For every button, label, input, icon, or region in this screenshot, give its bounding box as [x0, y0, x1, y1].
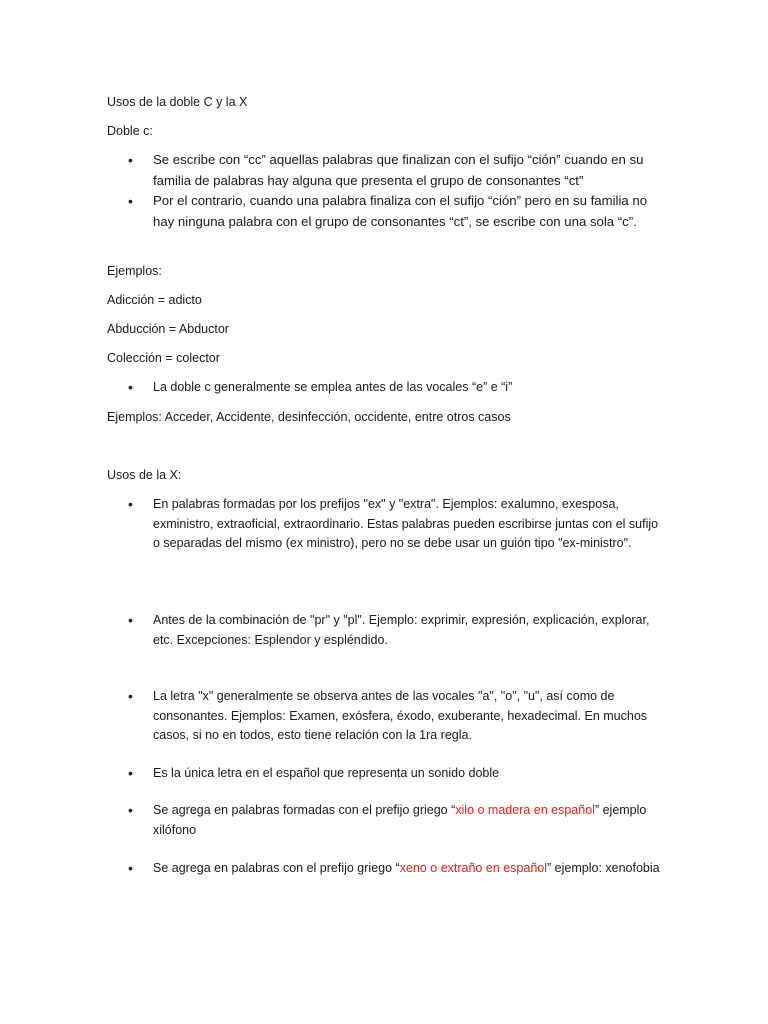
example-line: Adicción = adicto [107, 293, 202, 307]
list-item: • Se agrega en palabras con el prefijo griego “xeno o extraño en español” ejemplo: xenofobia [107, 859, 667, 879]
x-rule-list [107, 801, 667, 840]
example-line: Abducción = Abductor [107, 322, 229, 336]
x-rule-list [107, 611, 667, 650]
highlight-text: xilo o madera en español [455, 803, 595, 817]
list-item: • La doble c generalmente se emplea antes de las vocales “e” e “i” [107, 378, 667, 398]
document-title: Usos de la doble C y la X [107, 95, 248, 109]
list-item: • Se escribe con “cc” aquellas palabras que finalizan con el sufijo “ción” cuando en su familia de palabras hay alguna que presenta el grupo de consonantes “ct” [107, 150, 667, 191]
doble-c-vowels-list [107, 378, 667, 398]
doble-c-heading: Doble c: [107, 124, 153, 138]
x-heading: Usos de la X: [107, 468, 182, 482]
list-item: • Es la única letra en el español que representa un sonido doble [107, 764, 667, 784]
examples-heading: Ejemplos: [107, 264, 162, 278]
x-rule-list [107, 687, 667, 746]
example-line: Colección = colector [107, 351, 220, 365]
list-item: • Antes de la combinación de "pr" y "pl". Ejemplo: exprimir, expresión, explicación, explorar, etc. Excepciones: Esplendor y espléndido. [107, 611, 667, 650]
x-rule-list [107, 764, 667, 784]
list-item: • Por el contrario, cuando una palabra finaliza con el sufijo “ción” pero en su familia no hay ninguna palabra con el grupo de consonantes “ct”, se escribe con una sola “c”. [107, 191, 667, 232]
highlight-text: xeno o extraño en español [399, 861, 548, 875]
list-item: • La letra "x" generalmente se observa antes de las vocales "a", "o", "u", así como de consonantes. Ejemplos: Examen, exósfera, éxodo, exuberante, hexadecimal. En muchos casos, si no en todos, esto tiene relación con la 1ra regla. [107, 687, 667, 746]
doble-c-rules-list [107, 150, 667, 232]
examples-line: Ejemplos: Acceder, Accidente, desinfección, occidente, entre otros casos [107, 410, 511, 424]
x-rule-list [107, 859, 667, 879]
list-item: • Se agrega en palabras formadas con el prefijo griego “xilo o madera en español” ejemplo xilófono [107, 801, 667, 840]
list-item: • En palabras formadas por los prefijos "ex" y "extra". Ejemplos: exalumno, exesposa, exministro, extraoficial, extraordinario. Estas palabras pueden escribirse juntas con el sufijo o separadas del mismo (ex ministro), pero no se debe usar un guión tipo "ex-ministro". [107, 495, 667, 554]
x-rule-list [107, 495, 667, 554]
